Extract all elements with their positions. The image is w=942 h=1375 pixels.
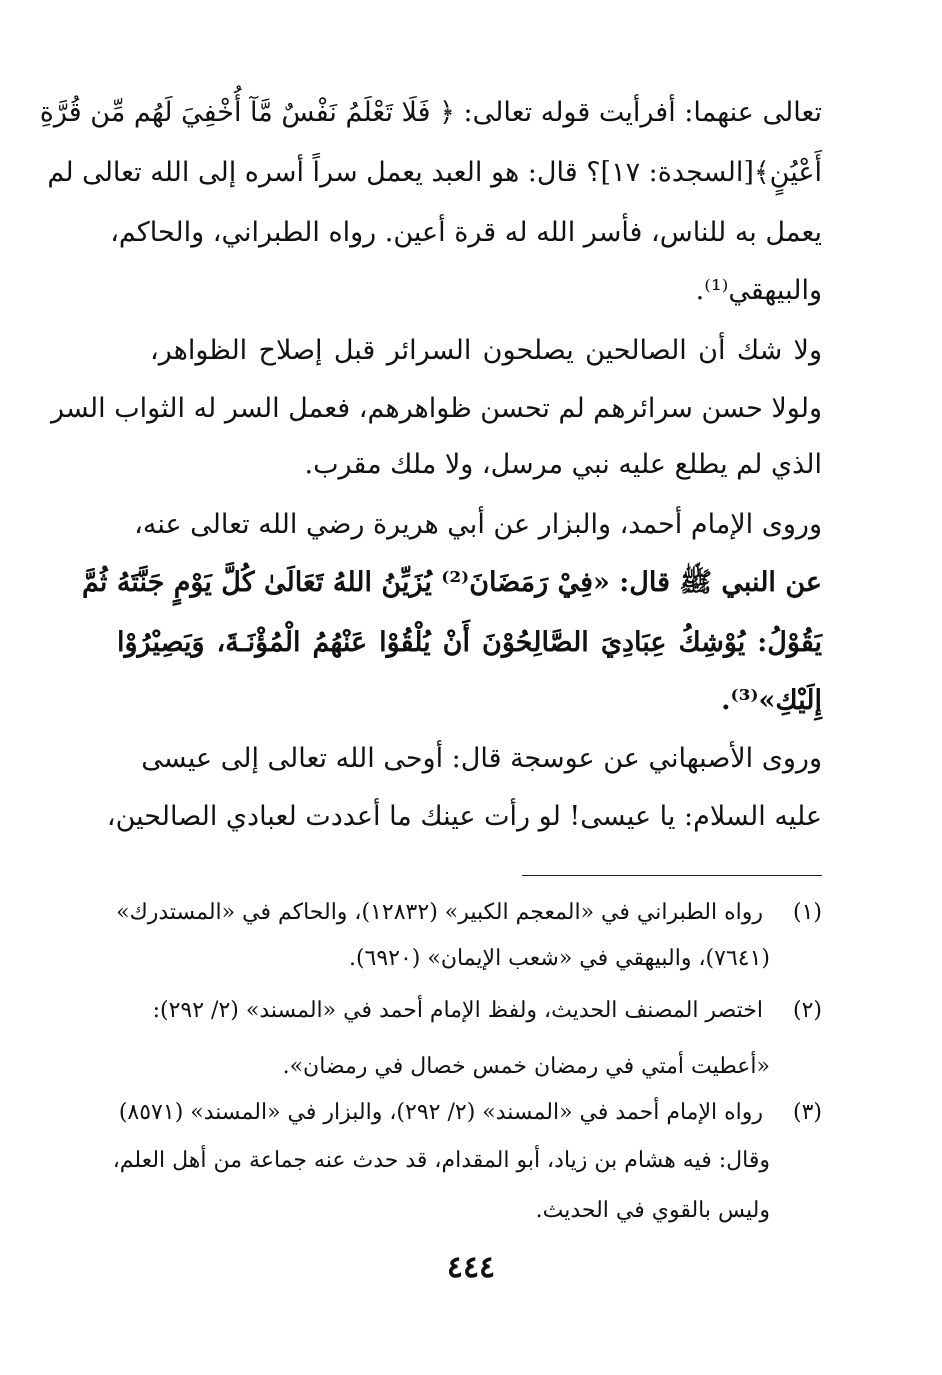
footnote-2-line-1 [117, 986, 822, 1036]
footnote-1-number: (١) [792, 900, 822, 925]
body-line-3: يعمل به للناس، فأسر الله له قرة أعين. رواه الطبراني، والحاكم، [110, 217, 822, 248]
footnote-3-number: (٣) [792, 1100, 822, 1125]
body-line-8: وروى الإمام أحمد، والبزار عن أبي هريرة رضي الله تعالى عنه، [134, 509, 822, 540]
footnote-divider [522, 875, 822, 876]
body-line-12: وروى الأصبهاني عن عوسجة قال: أوحى الله تعالى إلى عيسى [141, 743, 822, 774]
body-line-9: عن النبي ﷺ قال: «فِيْ رَمَضَانَ⁽²⁾ يُزَيِّنُ اللهُ تَعَالَىٰ كُلَّ يَوْمٍ جَنَّتَهُ ثُمَّ [81, 567, 822, 598]
body-line-4: والبيهقي⁽¹⁾. [695, 275, 822, 306]
footnote-2-number: (٢) [792, 998, 822, 1023]
body-line-5: ولا شك أن الصالحين يصلحون السرائر قبل إصلاح الظواهر، [150, 335, 822, 366]
footnote-3-line-2: وقال: فيه هشام بن زياد، أبو المقدام، قد حدث عنه جماعة من أهل العلم، [112, 1148, 770, 1173]
body-line-7: الذي لم يطلع عليه نبي مرسل، ولا ملك مقرب. [304, 449, 822, 480]
page-number: ٤٤٤ [446, 1250, 496, 1285]
body-line-2: أَعْيُنٍ﴾[السجدة: ١٧]؟ قال: هو العبد يعمل سراً أسره إلى الله تعالى لم [47, 157, 822, 188]
footnote-1-line-2: (٧٦٤١)، والبيهقي في «شعب الإيمان» (٦٩٢٠). [348, 946, 770, 971]
footnote-3-text-1: رواه الإمام أحمد في «المسند» (٢/ ٢٩٢)، والبزار في «المسند» (٨٥٧١) [118, 1100, 763, 1125]
body-line-10: يَقُوْلُ: يُوْشِكُ عِبَادِيَ الصَّالِحُوْنَ أَنْ يُلْقُوْا عَنْهُمُ الْمُؤْنَـةَ، وَيَصِيْرُوْا [117, 627, 822, 658]
footnote-1-line-1 [117, 888, 822, 938]
footnote-3-line-1 [117, 1088, 822, 1138]
footnote-2-line-2: «أعطيت أمتي في رمضان خمس خصال في رمضان». [282, 1054, 770, 1079]
body-line-6: ولولا حسن سرائرهم لم تحسن ظواهرهم، فعمل السر له الثواب السر [50, 393, 822, 424]
body-line-13: عليه السلام: يا عيسى! لو رأت عينك ما أعددت لعبادي الصالحين، [106, 801, 822, 832]
body-line-11: إِلَيْكِ»⁽³⁾. [721, 685, 822, 716]
footnote-3-line-3: وليس بالقوي في الحديث. [535, 1198, 770, 1223]
footnote-2-text-1: اختصر المصنف الحديث، ولفظ الإمام أحمد في «المسند» (٢/ ٢٩٢): [152, 998, 763, 1023]
body-line-1: تعالى عنهما: أفرأيت قوله تعالى: ﴿ فَلَا تَعْلَمُ نَفْسٌ مَّآ أُخْفِيَ لَهُم مِّن قُرَّةِ [39, 97, 822, 128]
footnote-1-text-1: رواه الطبراني في «المعجم الكبير» (١٢٨٣٢)، والحاكم في «المستدرك» [116, 900, 763, 925]
